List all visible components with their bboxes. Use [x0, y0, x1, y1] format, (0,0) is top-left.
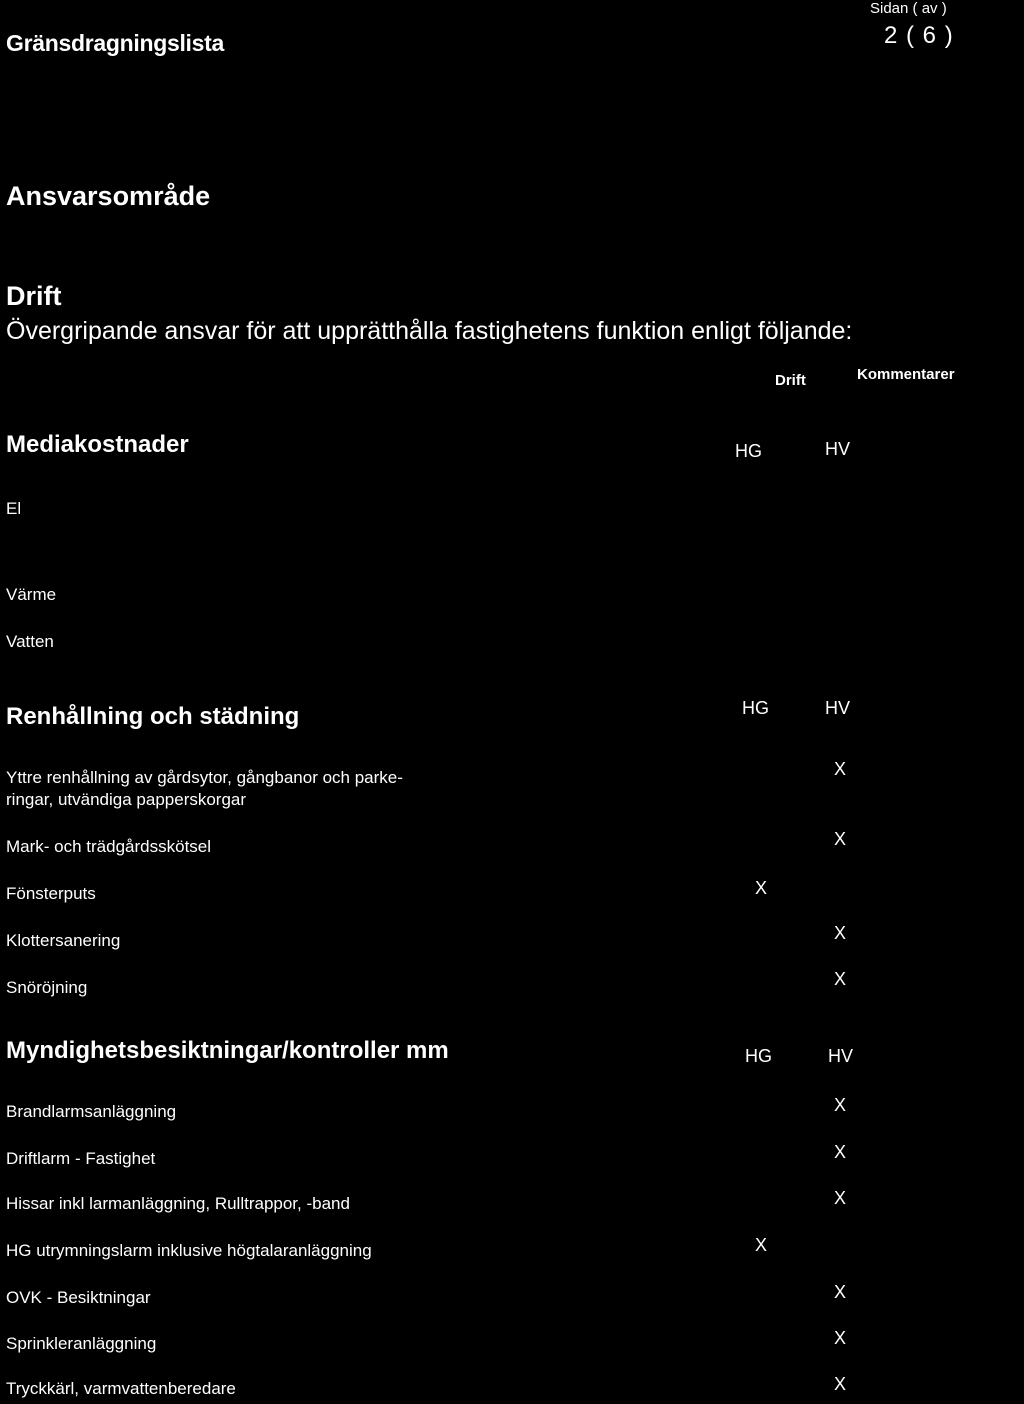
- subsection-title: Drift: [6, 281, 62, 311]
- row-label-tryckkarl: Tryckkärl, varmvattenberedare: [6, 1379, 236, 1398]
- hv-mark: X: [834, 1282, 847, 1302]
- hv-mark: X: [834, 1374, 847, 1394]
- row-label-hissar: Hissar inkl larmanläggning, Rulltrappor, -band: [6, 1194, 350, 1213]
- intro-text: Övergripande ansvar för att upprätthålla fastighetens funktion enligt följande:: [6, 317, 853, 345]
- row-label-fonsterputs: Fönsterputs: [6, 884, 96, 903]
- group-title-renhallning: Renhållning och städning: [6, 703, 300, 730]
- column-header-drift: Drift: [775, 372, 806, 389]
- column-hv-label: HV: [828, 1046, 854, 1066]
- row-label-snorojning: Snöröjning: [6, 978, 88, 997]
- row-label-ovk: OVK - Besiktningar: [6, 1288, 151, 1307]
- row-label-driftlarm: Driftlarm - Fastighet: [6, 1149, 156, 1168]
- hg-mark: X: [755, 878, 768, 898]
- section-title: Ansvarsområde: [6, 181, 211, 211]
- row-label-sprinkler: Sprinkleranläggning: [6, 1334, 157, 1353]
- group-title-myndighetsbesiktningar: Myndighetsbesiktningar/kontroller mm: [6, 1037, 449, 1064]
- column-hv-label: HV: [825, 439, 851, 459]
- hv-mark: X: [834, 1328, 847, 1348]
- row-label-yttre-renhallning: Yttre renhållning av gårdsytor, gångbanor och parke-: [6, 768, 403, 787]
- column-hg-label: HG: [735, 441, 762, 461]
- column-hg-label: HG: [745, 1046, 772, 1066]
- hv-mark: X: [834, 923, 847, 943]
- row-label-vatten: Vatten: [6, 632, 54, 651]
- column-header-kommentarer: Kommentarer: [857, 366, 955, 383]
- hv-mark: X: [834, 1188, 847, 1208]
- row-label-klottersanering: Klottersanering: [6, 931, 121, 950]
- row-label-yttre-renhallning-cont: ringar, utvändiga papperskorgar: [6, 790, 247, 809]
- page-number: 2 ( 6 ): [884, 22, 954, 49]
- column-hg-label: HG: [742, 698, 769, 718]
- hg-mark: X: [755, 1235, 768, 1255]
- page-label: Sidan ( av ): [870, 0, 947, 17]
- hv-mark: X: [834, 1095, 847, 1115]
- hv-mark: X: [834, 969, 847, 989]
- document-title: Gränsdragningslista: [6, 30, 224, 56]
- row-label-hg-utrymningslarm: HG utrymningslarm inklusive högtalaranläggning: [6, 1241, 372, 1260]
- hv-mark: X: [834, 829, 847, 849]
- group-title-mediakostnader: Mediakostnader: [6, 431, 189, 458]
- hv-mark: X: [834, 759, 847, 779]
- row-label-varme: Värme: [6, 585, 57, 604]
- column-hv-label: HV: [825, 698, 851, 718]
- hv-mark: X: [834, 1142, 847, 1162]
- row-label-brandlarm: Brandlarmsanläggning: [6, 1102, 177, 1121]
- row-label-el: El: [6, 499, 22, 518]
- row-label-mark-tradgard: Mark- och trädgårdsskötsel: [6, 837, 212, 856]
